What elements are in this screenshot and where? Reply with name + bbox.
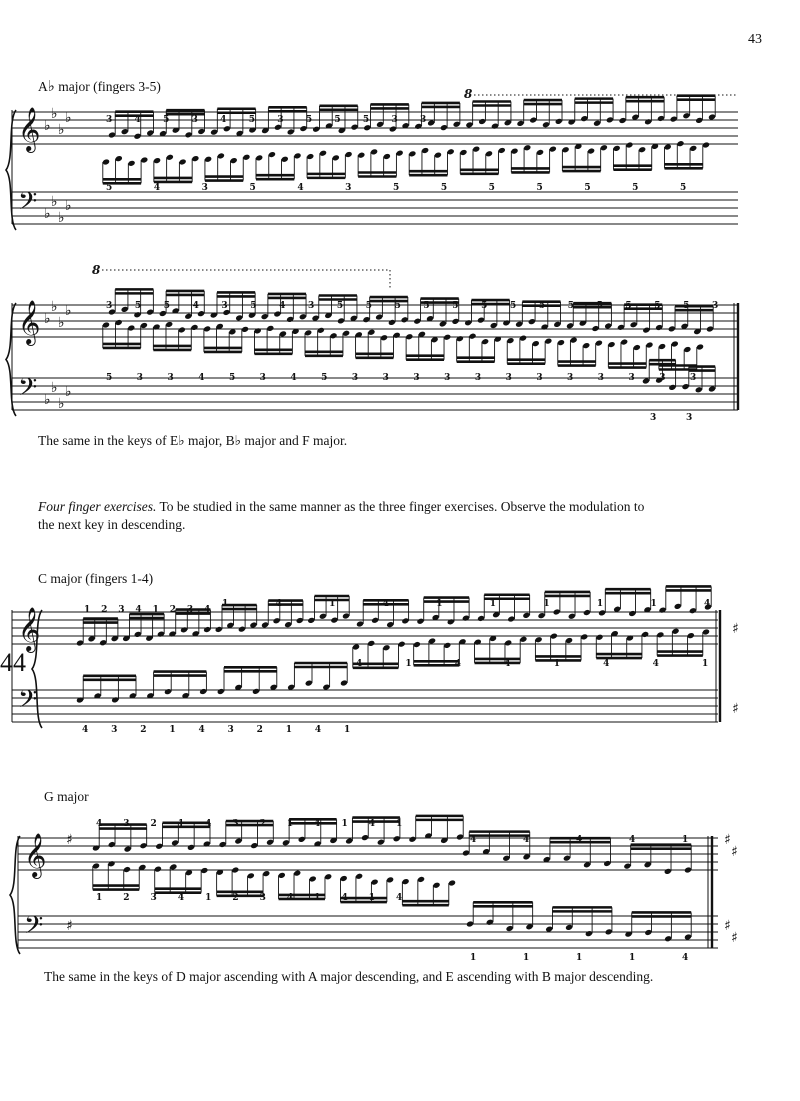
fingering-number: 5 [632,183,639,193]
fingering-number: 1 [96,893,103,903]
fingering-number: 5 [393,183,400,193]
fingering-number: 4 [652,659,659,669]
key-flat: ♭ [65,303,72,319]
heading-rest: major (fingers 3-5) [54,79,161,94]
fingering-number: 3 [106,301,113,311]
flat-sign: ♭ [47,79,55,95]
fingering-number: 3 [111,725,118,735]
key-flat: ♭ [44,118,51,134]
key-flat: ♭ [58,396,65,412]
fingering-number: 1 [596,599,604,609]
treble-clef: 𝄞 [18,607,41,651]
fingering-number: 3 [118,605,125,615]
fingering-number: 3 [474,373,482,383]
fingering-number: 2 [259,819,266,829]
key-flat: ♭ [51,106,58,122]
fingering-number: 5 [538,301,546,311]
key-sharp: ♯ [724,918,731,934]
fingering-number: 5 [481,301,488,311]
fingering-number: 3 [167,373,174,383]
fingering-number: 4 [177,893,185,903]
key-sharp: ♯ [724,832,731,848]
fingering-number: 4 [135,605,142,615]
fingering-number: 1 [489,599,497,609]
fingering-number: 3 [106,115,113,125]
bass-clef: 𝄢 [18,373,38,408]
fingering-number: 3 [221,301,228,311]
fingering-number: 1 [396,819,403,829]
four-finger-body: To be studied in the same manner as the three finger exercises. Observe the modulation to the next key in descending. [38,499,645,532]
ottava-sign: 8 [92,263,101,277]
fingering-number: 5 [106,373,113,383]
fingering-number: 1 [152,605,159,615]
fingering-number: 5 [440,183,448,193]
fingering-number: 1 [405,659,412,669]
fingering-number: 4 [205,819,212,829]
fingering-number: 3 [536,373,543,383]
fingering-number: 5 [362,115,370,125]
fingering-number: 4 [96,819,103,829]
section-heading-g-major: G major [44,789,89,804]
key-flat: ♭ [44,311,51,327]
fingering-number: 4 [286,893,294,903]
fingering-number: 5 [334,115,341,125]
fingering-number: 1 [205,893,212,903]
fingering-number: 4 [314,725,322,735]
fingering-number: 5 [567,301,574,311]
fingering-number: 4 [603,659,610,669]
fingering-number: 5 [654,301,661,311]
bass-clef: 𝄢 [24,911,44,946]
fingering-number: 4 [523,835,530,845]
key-flat: ♭ [51,380,58,396]
fingering-number: 5 [321,373,328,383]
fingering-number: 5 [248,115,255,125]
fingering-number: 5 [536,183,543,193]
fingering-number: 5 [394,301,401,311]
fingering-number: 1 [285,725,293,735]
fingering-number: 5 [510,301,517,311]
fingering-number: 5 [106,183,113,193]
key-sharp: ♯ [731,844,738,860]
fingering-number: 1 [629,953,636,963]
fingering-number: 3 [413,373,420,383]
key-flat: ♭ [65,198,72,214]
key-sharp: ♯ [66,918,73,934]
fingering-number: 4 [220,115,227,125]
fingering-number: 4 [576,835,583,845]
fingering-number: 3 [186,605,194,615]
key-flat: ♭ [58,315,65,331]
fingering-number: 1 [553,659,560,669]
fingering-number: 3 [345,183,352,193]
page-number: 43 [748,32,762,47]
fingering-number: 1 [543,599,550,609]
key-sharp: ♯ [731,930,738,946]
fingering-number: 2 [256,725,263,735]
key-flat: ♭ [44,206,51,222]
fingering-number: 1 [650,599,657,609]
treble-clef: 𝄞 [18,107,41,151]
fingering-number: 4 [629,835,636,845]
fingering-number: 4 [134,115,141,125]
fingering-number: 1 [222,599,229,609]
fingering-number: 5 [134,301,142,311]
fingering-number: 1 [286,819,294,829]
ottava-sign: 8 [464,87,473,101]
fingering-number: 4 [368,819,375,829]
key-flat: ♭ [65,110,72,126]
fingering-number: 4 [82,725,89,735]
fingering-number: 4 [153,183,161,193]
key-flat: ♭ [58,210,65,226]
fingering-number: 1 [436,599,443,609]
fingering-number: 2 [169,605,176,615]
fingering-number: 3 [597,373,605,383]
fingering-number: 4 [198,725,205,735]
bass-clef: 𝄢 [18,187,38,222]
fingering-number: 2 [101,605,108,615]
bass-clef: 𝄢 [18,685,38,720]
fingering-number: 1 [368,893,375,903]
fingering-number: 1 [470,953,477,963]
fingering-number: 3 [227,725,234,735]
fingering-number: 1 [169,725,176,735]
fingering-number: 5 [423,301,430,311]
fingering-number: 4 [279,301,286,311]
fingering-number: 3 [659,373,666,383]
fingering-number: 3 [628,373,635,383]
fingering-number: 2 [140,725,147,735]
fingering-number: 1 [177,819,185,829]
fingering-number: 4 [682,953,689,963]
same-keys-note-2: The same in the keys of D major ascending with A major descending, and E ascending with B major descending. [44,969,654,984]
fingering-number: 4 [297,183,304,193]
fingering-number: 5 [680,183,687,193]
fingering-number: 4 [382,599,389,609]
fingering-number: 4 [314,819,321,829]
fingering-number: 2 [232,893,239,903]
fingering-number: 1 [84,605,91,615]
fingering-number: 1 [702,659,709,669]
fingering-number: 4 [454,659,462,669]
fingering-number: 4 [204,605,211,615]
fingering-number: 5 [249,183,256,193]
fingering-number: 5 [452,301,459,311]
fingering-number: 3 [391,115,398,125]
fingering-number: 5 [163,301,170,311]
four-finger-title: Four finger exercises. [38,499,157,514]
side-page-number: 44 [0,648,26,677]
fingering-number: 5 [488,183,495,193]
fingering-number: 3 [567,373,574,383]
fingering-number: 1 [682,835,689,845]
fingering-number: 3 [712,301,719,311]
fingering-number: 3 [123,819,130,829]
fingering-number: 3 [505,373,512,383]
fingering-number: 3 [191,115,198,125]
fingering-number: 1 [523,953,530,963]
fingering-number: 1 [341,819,348,829]
fingering-number: 4 [704,599,711,609]
fingering-number: 3 [420,115,427,125]
fingering-number: 3 [308,301,315,311]
fingering-number: 5 [336,301,344,311]
fingering-number: 3 [650,413,657,423]
fingering-number: 1 [314,893,321,903]
fingering-number: 4 [356,659,363,669]
treble-clef: 𝄞 [24,833,47,877]
fingering-number: 3 [444,373,451,383]
fingering-number: 3 [232,819,239,829]
key-flat: ♭ [65,384,72,400]
fingering-number: 3 [150,893,157,903]
same-keys-note-1: The same in the keys of E♭ major, B♭ major and F major. [38,433,348,448]
fingering-number: 3 [351,373,359,383]
fingering-number: 4 [470,835,477,845]
key-flat: ♭ [51,299,58,315]
fingering-number: 5 [584,183,591,193]
fingering-number: 4 [192,301,199,311]
fingering-number: 4 [396,893,403,903]
fingering-number: 3 [136,373,144,383]
fingering-number: 5 [625,301,632,311]
fingering-number: 3 [201,183,208,193]
fingering-number: 5 [365,301,372,311]
fingering-number: 4 [275,599,282,609]
fingering-number: 3 [259,893,266,903]
fingering-number: 5 [228,373,236,383]
system-brace [6,303,16,416]
key-flat: ♭ [58,122,65,138]
fingering-number: 3 [686,413,693,423]
fingering-number: 1 [344,725,351,735]
key-flat: ♭ [51,194,58,210]
fingering-number: 3 [259,373,266,383]
fingering-number: 3 [690,373,697,383]
fingering-number: 3 [382,373,389,383]
key-sharp: ♯ [732,621,739,637]
fingering-number: 4 [198,373,205,383]
fingering-number: 5 [305,115,313,125]
fingering-number: 2 [123,893,130,903]
fingering-number: 1 [576,953,583,963]
fingering-number: 3 [277,115,284,125]
fingering-number: 2 [150,819,157,829]
fingering-number: 5 [683,301,690,311]
key-sharp: ♯ [66,832,73,848]
fingering-number: 1 [329,599,336,609]
fingering-number: 5 [163,115,170,125]
key-sharp: ♯ [732,701,739,717]
fingering-number: 5 [250,301,257,311]
section-heading-c-major: C major (fingers 1-4) [38,571,154,586]
fingering-number: 4 [504,659,511,669]
fingering-number: 4 [290,373,297,383]
treble-clef: 𝄞 [18,300,41,344]
fingering-number: 5 [596,301,603,311]
fingering-number: 4 [341,893,348,903]
key-flat: ♭ [44,392,51,408]
heading-key-letter: A [38,79,48,94]
